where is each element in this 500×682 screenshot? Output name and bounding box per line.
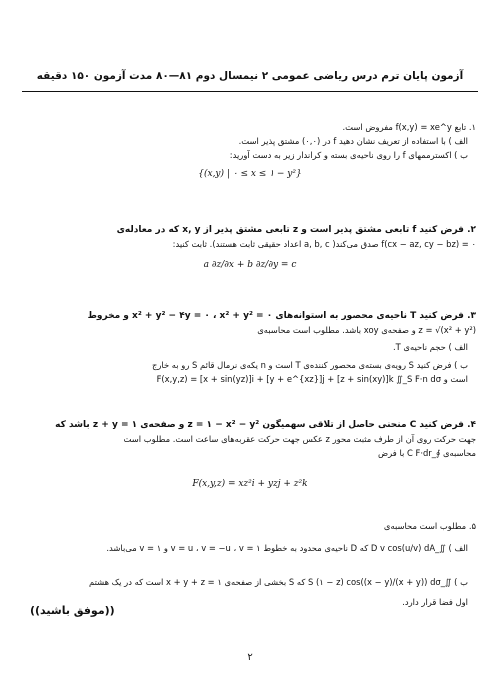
- q4-line-1: ۴. فرض کنید C منحنی حاصل از تلاقی سهمیگون z = ۱ − x² − y² و صفحه‌ی z + y = ۱ باشد که: [55, 420, 476, 430]
- exam-header: آزمون پایان ترم درس ریاضی عمومی ۲ نیمسال دوم ۸۱—۸۰ مدت آزمون ۱۵۰ دقیقه: [36, 70, 464, 82]
- page-number: ۲: [247, 652, 253, 663]
- q3-part-b-2: است و F(x,y,z) = [x + sin(yz)]i + [y + e^{xz}]j + [z + sin(xy)]k ∬_S F·n dσ: [156, 374, 468, 384]
- question-2: [24, 223, 476, 273]
- q5-part-b-2: اول فضا قرار دارد.: [402, 597, 468, 607]
- q2-pde-formula: a ∂z/∂x + b ∂z/∂y = c: [203, 260, 297, 270]
- q2-line-1: ۲. فرض کنید f تابعی مشتق پذیر است و z تابعی مشتق پذیر از x, y که در معادله‌ی: [116, 225, 476, 235]
- q5-stem: ۵. مطلوب است محاسبه‌ی: [383, 521, 476, 531]
- q3-part-a: الف ) حجم ناحیه‌ی T.: [392, 342, 468, 352]
- question-4: [24, 418, 476, 492]
- q1-region-formula: {(x,y) | ۰ ≤ x ≤ ۱ − y²}: [198, 169, 302, 179]
- q3-line-1: ۳. فرض کنید T ناحیه‌ی محصور به استوانه‌های x² + y² − ۴y = ۰ ، x² + y² = ۰ و مخروط: [87, 311, 476, 321]
- q2-line-2: f(cx − az, cy − bz) = ۰ صدق می‌کند( a, b, c اعداد حقیقی ثابت هستند). ثابت کنید:: [172, 239, 476, 249]
- q3-part-b-1: ب ) فرض کنید S رویه‌ی بسته‌ی محصور کننده‌ی T است و n یکه‌ی نرمال قائم S رو به خارج: [151, 360, 468, 370]
- q1-stem: ۱. تابع f(x,y) = xe^y مفروض است.: [342, 122, 476, 132]
- q1-part-b: ب ) اکسترممهای f را روی ناحیه‌ی بسته و کراندار زیر به دست آورید:: [229, 150, 468, 160]
- q4-field-formula: F(x,y,z) = xz²i + yzj + z²k: [192, 479, 308, 489]
- header-rule: [22, 91, 478, 92]
- q4-line-3: محاسبه‌ی ∮_C F·dr با فرض: [378, 448, 476, 458]
- q3-line-2: z = √(x² + y²) و صفحه‌ی xoy باشد. مطلوب است محاسبه‌ی: [257, 325, 476, 335]
- question-5: [24, 519, 476, 609]
- q4-line-2: جهت حرکت روی آن از طرف مثبت محور z عکس جهت حرکت عقربه‌های ساعت است. مطلوب است: [123, 434, 476, 444]
- good-luck-text: ((موفق باشید)): [30, 604, 115, 617]
- q5-part-a: الف ) ∬_D v cos(u/v) dA که D ناحیه‌ی محدود به خطوط v = u ، v = −u ، v = ۱ و v = ۱ می‌باشد.: [106, 543, 468, 553]
- q1-part-a: الف ) با استفاده از تعریف نشان دهید f در (۰,۰) مشتق پذیر است.: [238, 136, 468, 146]
- q5-part-b-1: ب ) ∬_S (۱ − z) cos((x − y)/(x + y)) dσ که S بخشی از صفحه‌ی x + y + z = ۱ است که در یک هشتم: [89, 577, 468, 587]
- question-3: [24, 309, 476, 386]
- question-1: [24, 120, 476, 182]
